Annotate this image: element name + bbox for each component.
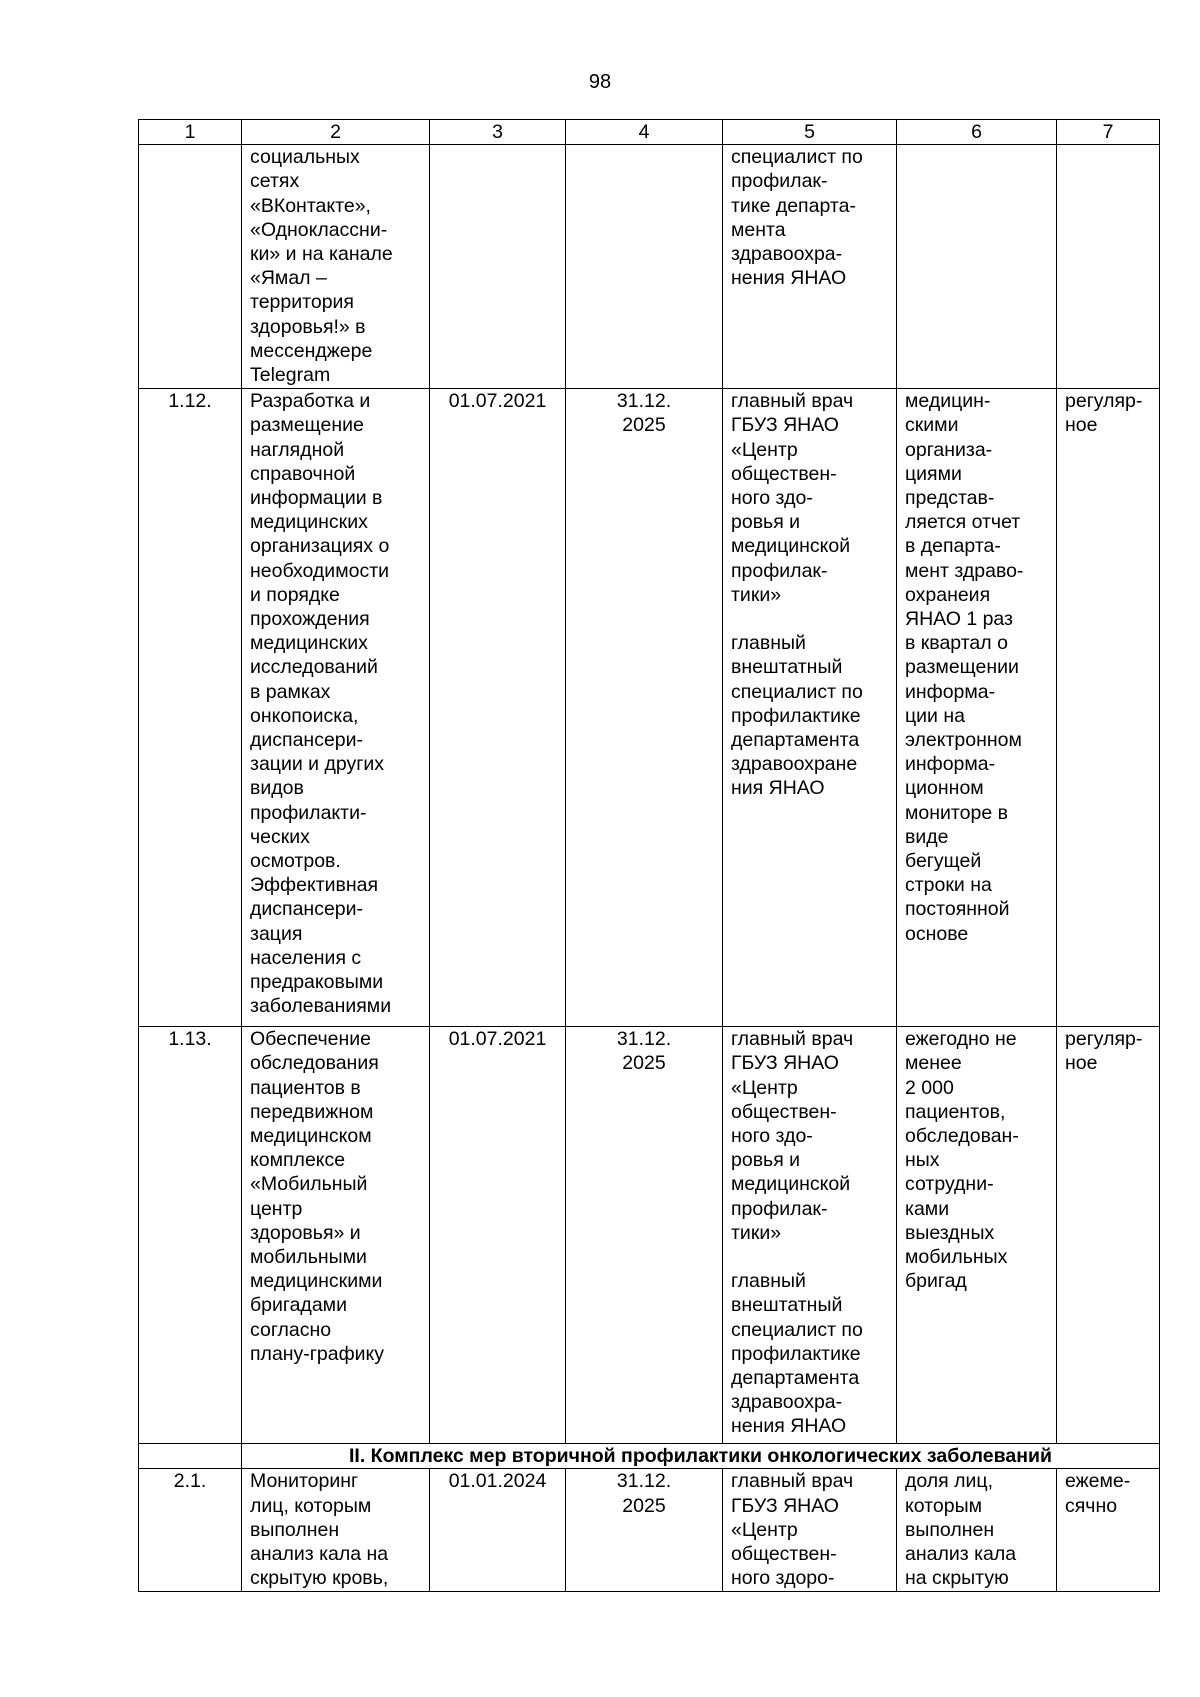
- indicator: [897, 145, 1057, 389]
- page-number: 98: [588, 71, 612, 93]
- measure-description: Мониторинг лиц, которым выполнен анализ кала на скрытую кровь,: [242, 1469, 430, 1592]
- column-number-header: [139, 120, 1160, 145]
- column-header: 5: [723, 120, 897, 145]
- end-date: 31.12. 2025: [566, 1027, 723, 1444]
- end-date: [566, 145, 723, 389]
- column-header: 1: [139, 120, 242, 145]
- indicator: ежегодно не менее 2 000 пациентов, обследован- ных сотрудни- ками выездных мобильных бригад: [897, 1027, 1057, 1444]
- responsible-person: [723, 145, 897, 389]
- measure-description: Обеспечение обследования пациентов в передвижном медицинском комплексе «Мобильный центр здоровья» и мобильными медицинскими бригадами согласно плану-графику: [242, 1027, 430, 1444]
- responsible-person: [723, 389, 897, 1027]
- start-date: [430, 145, 566, 389]
- measure-description: Разработка и размещение наглядной справочной информации в медицинских организациях о необходимости и порядке прохождения медицинских исследований в рамках онкопоиска, диспансери- зации и других видов профилакти- ческих осмотров. Эффективная диспансери- зация населения с предраковыми заболеваниями: [242, 389, 430, 1027]
- table-row: [139, 145, 1160, 389]
- indicator: медицин- скими организа- циями представ- ляется отчет в департа- мент здраво- охранеия ЯНАО 1 раз в квартал о размещении информа- ции на электронном информа- ционном мониторе в виде бегущей строки на постоянной основе: [897, 389, 1057, 1027]
- periodicity: ежеме- сячно: [1057, 1469, 1160, 1592]
- section-row: [139, 1444, 1160, 1469]
- item-number: 1.12.: [139, 389, 242, 1027]
- measure-description: социальных сетях «ВКонтакте», «Одноклассни- ки» и на канале «Ямал – территория здоровья!» в мессенджере Telegram: [242, 145, 430, 389]
- column-header: 7: [1057, 120, 1160, 145]
- start-date: 01.01.2024: [430, 1469, 566, 1592]
- responsible-person: [723, 1027, 897, 1444]
- column-header: 3: [430, 120, 566, 145]
- responsible-entry: главный врач ГБУЗ ЯНАО «Центр обществен- ного здоро-: [731, 1470, 854, 1590]
- periodicity: регуляр- ное: [1057, 1027, 1160, 1444]
- table-row: [139, 389, 1160, 1027]
- table-row: [139, 1027, 1160, 1444]
- table-row: [139, 1469, 1160, 1592]
- indicator: доля лиц, которым выполнен анализ кала на скрытую: [897, 1469, 1057, 1592]
- plan-table: [138, 119, 1160, 1592]
- item-number: 2.1.: [139, 1469, 242, 1592]
- responsible-entry: главный врач ГБУЗ ЯНАО «Центр обществен- ного здо- ровья и медицинской профилак- тики»: [731, 1028, 854, 1244]
- start-date: 01.07.2021: [430, 1027, 566, 1444]
- periodicity: регуляр- ное: [1057, 389, 1160, 1027]
- start-date: 01.07.2021: [430, 389, 566, 1027]
- end-date: 31.12. 2025: [566, 1469, 723, 1592]
- section-heading: II. Комплекс мер вторичной профилактики онкологических заболеваний: [242, 1444, 1160, 1469]
- column-header: 6: [897, 120, 1057, 145]
- column-header: 2: [242, 120, 430, 145]
- responsible-entry: главный внештатный специалист по профилактике департамента здравоохране ния ЯНАО: [731, 632, 863, 800]
- column-header: 4: [566, 120, 723, 145]
- item-number: 1.13.: [139, 1027, 242, 1444]
- responsible-entry: главный врач ГБУЗ ЯНАО «Центр обществен- ного здо- ровья и медицинской профилак- тики»: [731, 390, 854, 606]
- end-date: 31.12. 2025: [566, 389, 723, 1027]
- periodicity: [1057, 145, 1160, 389]
- responsible-person: [723, 1469, 897, 1592]
- item-number: [139, 145, 242, 389]
- responsible-entry: главный внештатный специалист по профилактике департамента здравоохра- нения ЯНАО: [731, 1270, 863, 1438]
- responsible-entry: специалист по профилак- тике департа- мента здравоохра- нения ЯНАО: [731, 146, 863, 290]
